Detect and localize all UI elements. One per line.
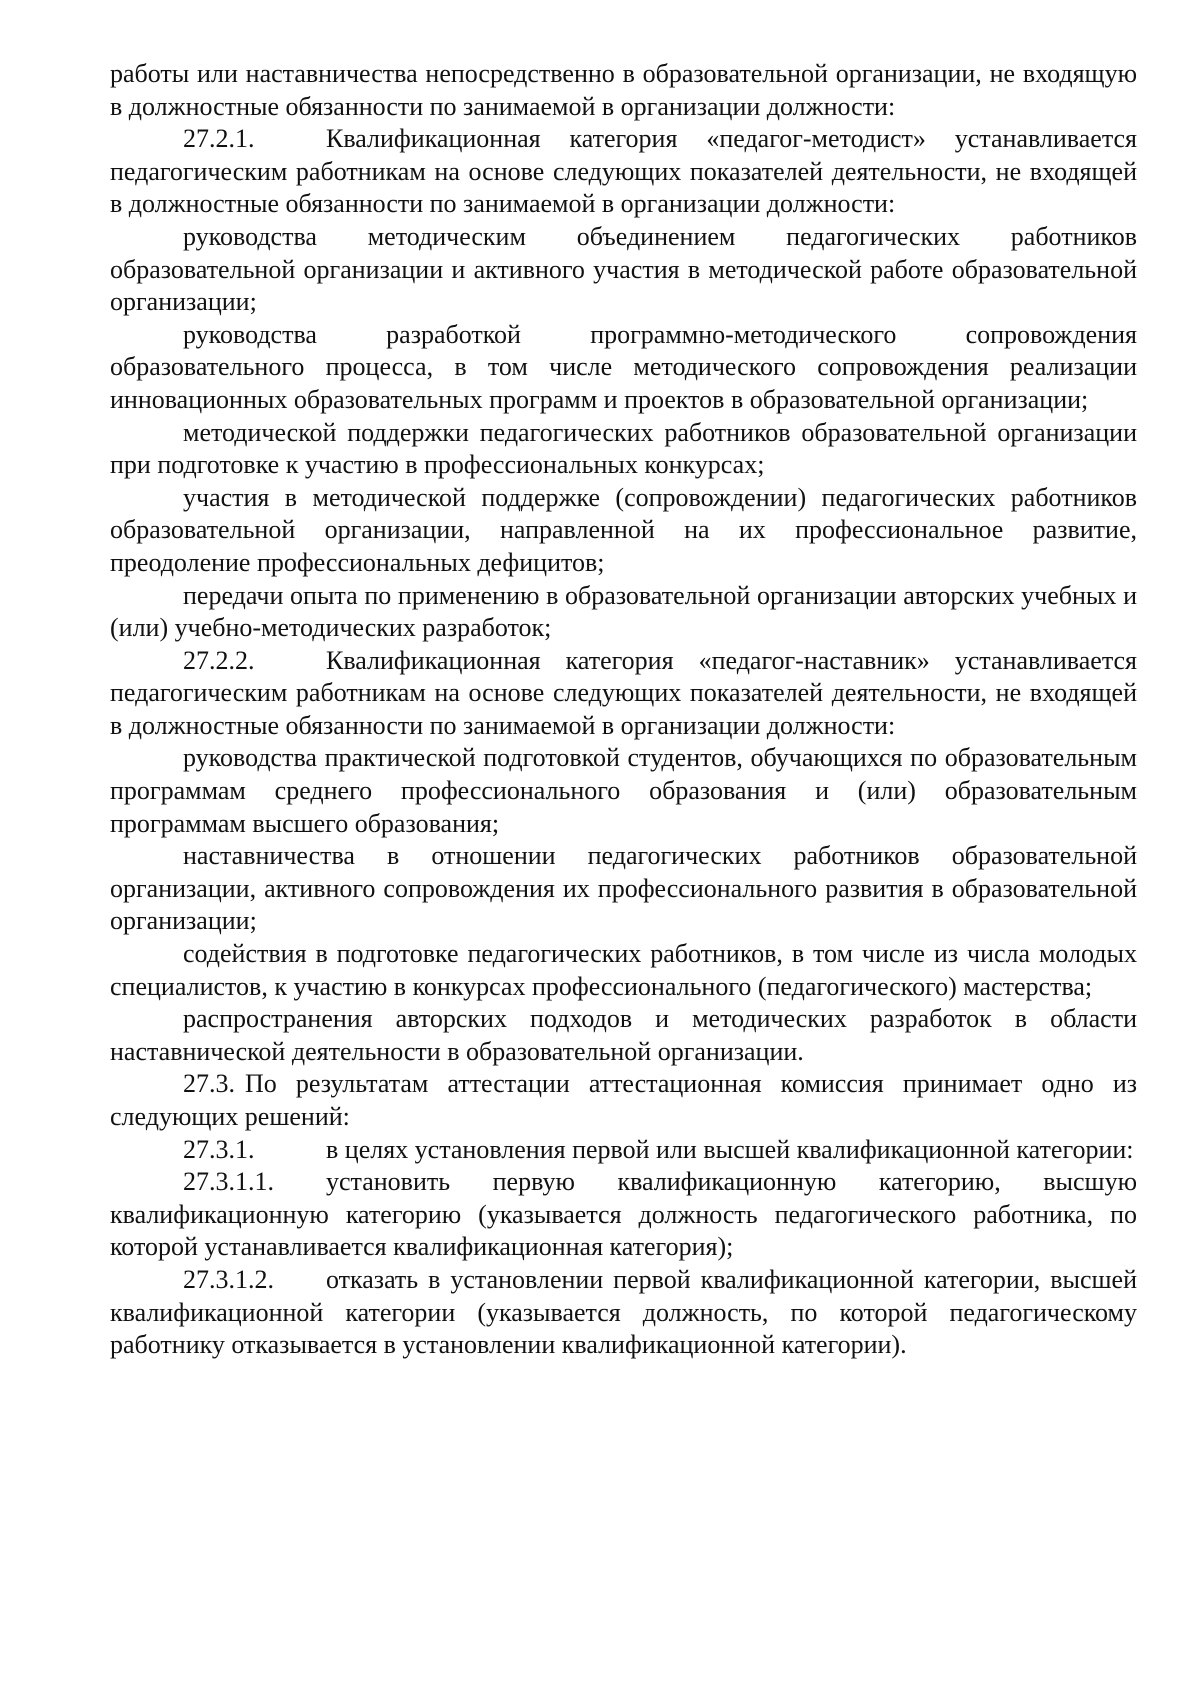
paragraph-text: в целях установления первой или высшей квалификационной категории: (326, 1134, 1134, 1164)
paragraph-text: методической поддержки педагогических работников образовательной организации при подготовке к участию в профессиональных конкурсах; (110, 417, 1137, 480)
methodist-indicator-1 (110, 221, 1137, 319)
paragraph-number: 27.3.1. (183, 1134, 255, 1164)
paragraph-text: передачи опыта по применению в образовательной организации авторских учебных и (или) учебно-методических разработок; (110, 580, 1137, 643)
methodist-indicator-2 (110, 319, 1137, 417)
methodist-indicator-4 (110, 482, 1137, 580)
paragraph-27-2-1 (110, 123, 1137, 221)
paragraph-27-3-1 (110, 1134, 1137, 1167)
paragraph-text: отказать в установлении первой квалификационной категории, высшей квалификационной категории (указывается должность, по которой педагогическому работнику отказывается в установлении квалификационной категории). (110, 1264, 1137, 1360)
paragraph-continuation (110, 58, 1137, 123)
paragraph-text: По результатам аттестации аттестационная комиссия принимает одно из следующих решений: (110, 1069, 1137, 1131)
paragraph-27-3-1-2 (110, 1264, 1137, 1362)
mentor-indicator-1 (110, 742, 1137, 840)
paragraph-number: 27.3.1.2. (183, 1264, 274, 1294)
paragraph-27-3 (110, 1068, 1137, 1133)
paragraph-text: руководства разработкой программно-методического сопровождения образовательного процесса, в том числе методического сопровождения реализации инновационных образовательных программ и проектов в образовательной организации; (110, 319, 1137, 414)
paragraph-text: работы или наставничества непосредственно в образовательной организации, не входящую в должностные обязанности по занимаемой в организации должности: (110, 59, 1137, 121)
mentor-indicator-4 (110, 1003, 1137, 1068)
paragraph-number: 27.2.2. (183, 645, 255, 675)
paragraph-text: установить первую квалификационную категорию, высшую квалификационную категорию (указывается должность педагогического работника, по которой устанавливается квалификационная категория); (110, 1167, 1137, 1262)
paragraph-text: участия в методической поддержке (сопровождении) педагогических работников образовательной организации, направленной на их профессиональное развитие, преодоление профессиональных дефицитов; (110, 482, 1137, 577)
paragraph-text: руководства практической подготовкой студентов, обучающихся по образовательным программам среднего профессионального образования и (или) образовательным программам высшего образования; (110, 743, 1137, 838)
paragraph-text: руководства методическим объединением педагогических работников образовательной организации и активного участия в методической работе образовательной организации; (110, 221, 1137, 317)
paragraph-number: 27.3.1.1. (183, 1167, 274, 1197)
document-body (110, 58, 1137, 1362)
paragraph-number: 27.3. (183, 1069, 235, 1099)
paragraph-number: 27.2.1. (183, 124, 255, 154)
paragraph-27-2-2 (110, 645, 1137, 743)
methodist-indicator-5 (110, 580, 1137, 645)
paragraph-text: Квалификационная категория «педагог-наставник» устанавливается педагогическим работникам на основе следующих показателей деятельности, не входящей в должностные обязанности по занимаемой в организации должности: (110, 645, 1137, 740)
paragraph-27-3-1-1 (110, 1166, 1137, 1264)
paragraph-text: распространения авторских подходов и методических разработок в области наставнической деятельности в образовательной организации. (110, 1004, 1137, 1066)
paragraph-text: содействия в подготовке педагогических работников, в том числе из числа молодых специалистов, к участию в конкурсах профессионального (педагогического) мастерства; (110, 939, 1137, 1001)
mentor-indicator-2 (110, 840, 1137, 938)
methodist-indicator-3 (110, 417, 1137, 482)
mentor-indicator-3 (110, 938, 1137, 1003)
paragraph-text: наставничества в отношении педагогических работников образовательной организации, активного сопровождения их профессионального развития в образовательной организации; (110, 841, 1137, 936)
paragraph-text: Квалификационная категория «педагог-методист» устанавливается педагогическим работникам на основе следующих показателей деятельности, не входящей в должностные обязанности по занимаемой в организации должности: (110, 124, 1137, 219)
